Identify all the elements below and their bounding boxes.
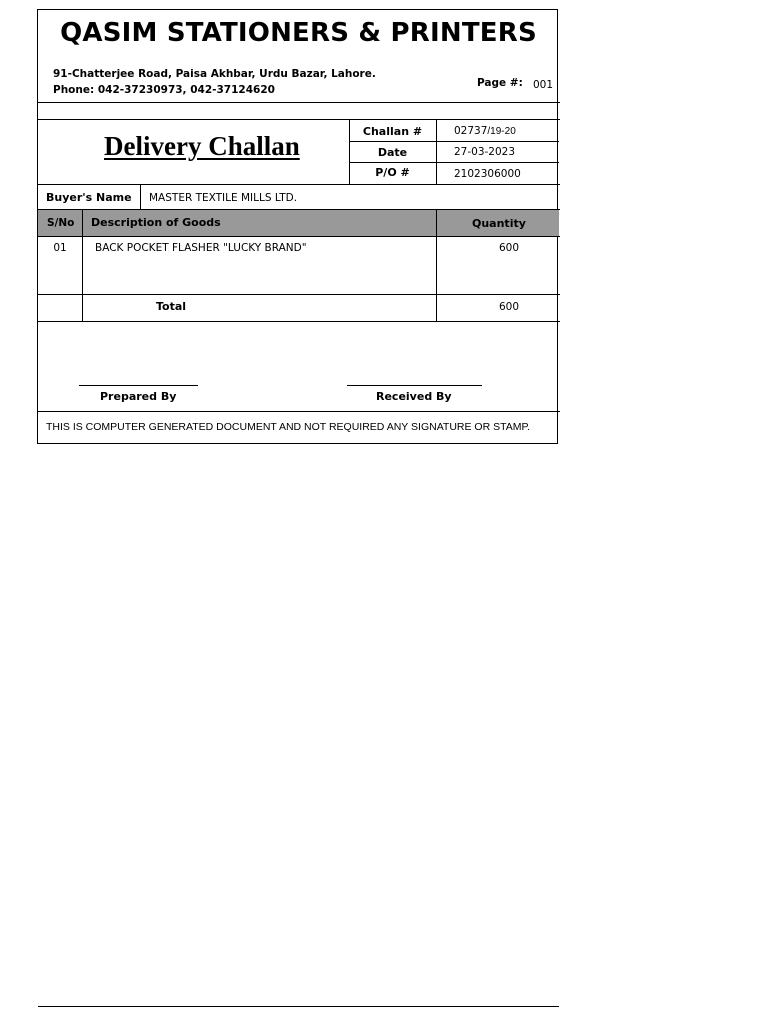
challan-number-main: 02737 [454, 125, 488, 137]
table-header-top-border [37, 209, 560, 210]
document-title: Delivery Challan [104, 131, 300, 161]
buyer-label: Buyer's Name [46, 191, 132, 204]
header-quantity: Quantity [472, 217, 526, 230]
date-label: Date [377, 146, 408, 159]
po-value: 2102306000 [454, 168, 521, 180]
total-value: 600 [499, 301, 520, 313]
challan-number [454, 126, 516, 137]
header-divider [37, 102, 560, 103]
received-by-label: Received By [376, 390, 452, 403]
buyer-top-border [37, 184, 560, 185]
total-top-border [37, 294, 560, 295]
meta-mid-border [436, 119, 437, 184]
table-header-bottom-border [37, 236, 560, 237]
challan-label: Challan # [362, 125, 423, 138]
header-description: Description of Goods [91, 216, 221, 229]
spacer-divider [37, 119, 560, 120]
meta-row-divider-2 [349, 162, 559, 163]
challan-number-suffix: /19-20 [487, 126, 516, 137]
page-bottom-rule [38, 1006, 559, 1007]
footer-top-border [37, 411, 560, 412]
row-description: BACK POCKET FLASHER "LUCKY BRAND" [95, 242, 307, 254]
row-quantity: 600 [499, 242, 520, 254]
page-number-value: 001 [533, 79, 554, 91]
page-number-label: Page #: [477, 77, 523, 89]
disclaimer-note: THIS IS COMPUTER GENERATED DOCUMENT AND NOT REQUIRED ANY SIGNATURE OR STAMP. [46, 421, 531, 433]
received-by-line [347, 385, 482, 386]
prepared-by-line [79, 385, 198, 386]
buyer-name: MASTER TEXTILE MILLS LTD. [149, 192, 298, 204]
meta-row-divider-1 [349, 141, 559, 142]
delivery-challan-document [37, 9, 558, 444]
col-divider-qty [436, 209, 437, 322]
prepared-by-label: Prepared By [100, 390, 177, 403]
company-phone: Phone: 042-37230973, 042-37124620 [53, 84, 275, 96]
date-value: 27-03-2023 [454, 146, 516, 158]
company-name: QASIM STATIONERS & PRINTERS [60, 18, 537, 48]
total-bottom-border [37, 321, 560, 322]
col-divider-sno [82, 209, 83, 322]
header-sno: S/No [47, 217, 75, 229]
po-label: P/O # [375, 166, 410, 179]
buyer-divider [140, 184, 141, 209]
row-sno: 01 [53, 242, 67, 254]
company-address: 91-Chatterjee Road, Paisa Akhbar, Urdu Bazar, Lahore. [53, 68, 376, 80]
total-label: Total [156, 300, 187, 313]
